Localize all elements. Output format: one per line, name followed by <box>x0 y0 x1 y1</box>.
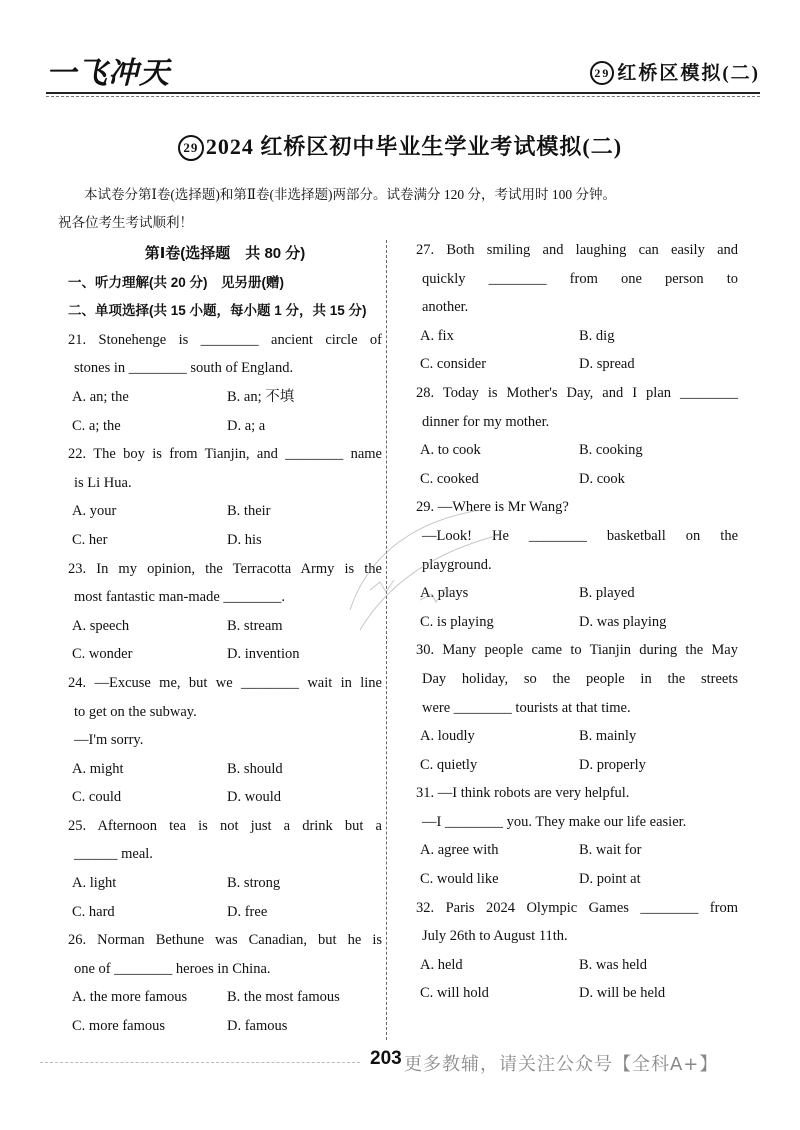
question-text: 30. Many people came to Tianjin during the May <box>416 642 738 659</box>
answer-option: C. wonder <box>72 646 133 663</box>
answer-option: C. more famous <box>72 1018 166 1035</box>
question-text: —Look! He ________ basketball on the <box>422 527 738 544</box>
answer-option: B. stream <box>227 617 283 634</box>
answer-options-row <box>416 951 738 980</box>
header-section-title: 红桥区模拟(二) <box>617 63 760 84</box>
answer-option: B. was held <box>579 956 648 973</box>
answer-option: A. the more famous <box>72 989 188 1006</box>
answer-option: A. agree with <box>420 842 499 859</box>
answer-options-row <box>416 579 738 608</box>
question-text: dinner for my mother. <box>422 413 550 430</box>
answer-option: B. should <box>227 760 283 777</box>
answer-option: D. a; a <box>227 417 266 434</box>
question-text: 23. In my opinion, the Terracotta Army is the <box>68 560 382 577</box>
header-rule-dashed <box>46 96 760 98</box>
exam-intro <box>58 181 748 237</box>
question-text: 27. Both smiling and laughing can easily and <box>416 242 738 258</box>
question-text: 24. —Excuse me, but we ________ wait in line <box>68 674 382 691</box>
answer-option: A. held <box>420 956 463 973</box>
answer-option: A. plays <box>420 585 469 602</box>
answer-options-row <box>68 755 382 784</box>
section-number-badge: 29 <box>590 61 614 85</box>
column-divider <box>386 240 387 1040</box>
answer-option: C. would like <box>420 871 499 888</box>
answer-option: A. an; the <box>72 388 129 405</box>
answer-option: B. played <box>579 585 635 602</box>
answer-option: C. a; the <box>72 417 121 434</box>
answer-option: D. will be held <box>579 985 666 1002</box>
question-text: 31. —I think robots are very helpful. <box>416 785 630 802</box>
page-header <box>0 0 800 100</box>
answer-options-row <box>68 869 382 898</box>
footer-dashes <box>40 1062 360 1063</box>
answer-options-row <box>68 783 382 812</box>
answer-option: A. fix <box>420 327 454 344</box>
answer-option: B. the most famous <box>227 989 340 1006</box>
right-column <box>416 236 738 1008</box>
intro-line-2: 祝各位考生考试顺利！ <box>58 215 193 230</box>
answer-options-row <box>416 436 738 465</box>
answer-options-row <box>416 979 738 1008</box>
answer-options-row <box>68 412 382 441</box>
question-text: Day holiday, so the people in the streets <box>422 670 738 687</box>
question-text: playground. <box>422 556 492 573</box>
answer-option: A. might <box>72 760 124 777</box>
exam-number-badge: 29 <box>178 135 204 161</box>
question-text: stones in ________ south of England. <box>74 360 294 377</box>
answer-option: B. strong <box>227 875 281 892</box>
answer-option: C. her <box>72 531 108 548</box>
answer-option: A. loudly <box>420 728 475 745</box>
answer-option: B. mainly <box>579 728 637 745</box>
answer-option: A. speech <box>72 617 130 634</box>
answer-option: A. your <box>72 503 117 520</box>
answer-option: D. cook <box>579 470 625 487</box>
answer-option: C. is playing <box>420 613 494 630</box>
answer-options-row <box>416 751 738 780</box>
question-text: 29. —Where is Mr Wang? <box>416 499 569 516</box>
question-text: most fantastic man-made ________. <box>74 589 286 606</box>
answer-option: D. famous <box>227 1018 288 1035</box>
question-text: to get on the subway. <box>74 703 197 720</box>
answer-option: B. dig <box>579 327 615 344</box>
answer-options-row <box>416 836 738 865</box>
question-text: 28. Today is Mother's Day, and I plan ________ <box>416 384 738 401</box>
answer-options-row <box>416 465 738 494</box>
answer-option: D. free <box>227 903 268 920</box>
question-text: 32. Paris 2024 Olympic Games ________ from <box>416 899 738 916</box>
page-number: 203 <box>370 1048 402 1069</box>
question-text: 22. The boy is from Tianjin, and ________ name <box>68 446 382 463</box>
answer-options-row <box>68 898 382 927</box>
question-text: one of ________ heroes in China. <box>74 960 271 977</box>
answer-option: D. was playing <box>579 613 667 630</box>
answer-options-row <box>416 722 738 751</box>
question-text: is Li Hua. <box>74 474 132 491</box>
question-text: were ________ tourists at that time. <box>422 699 631 716</box>
question-text: another. <box>422 299 469 316</box>
exam-title <box>0 130 800 161</box>
answer-option: D. properly <box>579 756 646 773</box>
answer-options-row <box>68 640 382 669</box>
answer-options-row <box>68 497 382 526</box>
answer-option: B. an; 不填 <box>227 388 295 405</box>
header-section-label <box>590 58 760 85</box>
question-text: —I'm sorry. <box>74 732 144 749</box>
answer-options-row <box>416 865 738 894</box>
answer-option: A. light <box>72 875 117 892</box>
question-text: 25. Afternoon tea is not just a drink but a <box>68 817 382 834</box>
left-column <box>68 240 382 1041</box>
section-heading: 第Ⅰ卷(选择题 共 80 分) <box>144 245 306 262</box>
answer-option: D. spread <box>579 356 635 373</box>
answer-option: D. point at <box>579 871 641 888</box>
answer-options-row <box>68 983 382 1012</box>
answer-option: B. cooking <box>579 442 643 459</box>
promo-text: 更多教辅，请关注公众号【全科A+】 <box>404 1054 719 1075</box>
answer-option: C. could <box>72 789 122 806</box>
answer-option: C. hard <box>72 903 115 920</box>
answer-option: A. to cook <box>420 442 481 459</box>
question-text: —I ________ you. They make our life easier. <box>422 813 687 830</box>
answer-option: C. quietly <box>420 756 478 773</box>
brand-logo-text: 一飞冲天 <box>46 57 170 90</box>
answer-option: C. cooked <box>420 470 479 487</box>
section-heading: 二、单项选择(共 15 小题，每小题 1 分，共 15 分) <box>68 303 367 319</box>
answer-options-row <box>68 526 382 555</box>
answer-options-row <box>416 608 738 637</box>
question-text: July 26th to August 11th. <box>422 928 568 945</box>
answer-options-row <box>416 350 738 379</box>
answer-options-row <box>68 1012 382 1041</box>
answer-option: C. will hold <box>420 985 489 1002</box>
answer-option: B. wait for <box>579 842 642 859</box>
answer-option: D. his <box>227 531 262 548</box>
question-text: quickly ________ from one person to <box>422 270 738 287</box>
section-heading: 一、听力理解(共 20 分) 见另册(赠) <box>68 274 284 290</box>
exam-title-text: 2024 红桥区初中毕业生学业考试模拟(二) <box>205 134 623 159</box>
answer-options-row <box>68 383 382 412</box>
answer-option: D. invention <box>227 646 300 663</box>
answer-options-row <box>416 322 738 351</box>
answer-option: B. their <box>227 503 271 520</box>
question-text: 26. Norman Bethune was Canadian, but he is <box>68 932 382 949</box>
answer-option: C. consider <box>420 356 487 373</box>
header-rule <box>46 92 760 94</box>
intro-line-1: 本试卷分第Ⅰ卷(选择题)和第Ⅱ卷(非选择题)两部分。试卷满分 120 分，考试用时 100 分钟。 <box>84 187 616 202</box>
answer-options-row <box>68 612 382 641</box>
question-text: ______ meal. <box>74 846 153 863</box>
question-text: 21. Stonehenge is ________ ancient circle of <box>68 331 382 348</box>
answer-option: D. would <box>227 789 281 806</box>
